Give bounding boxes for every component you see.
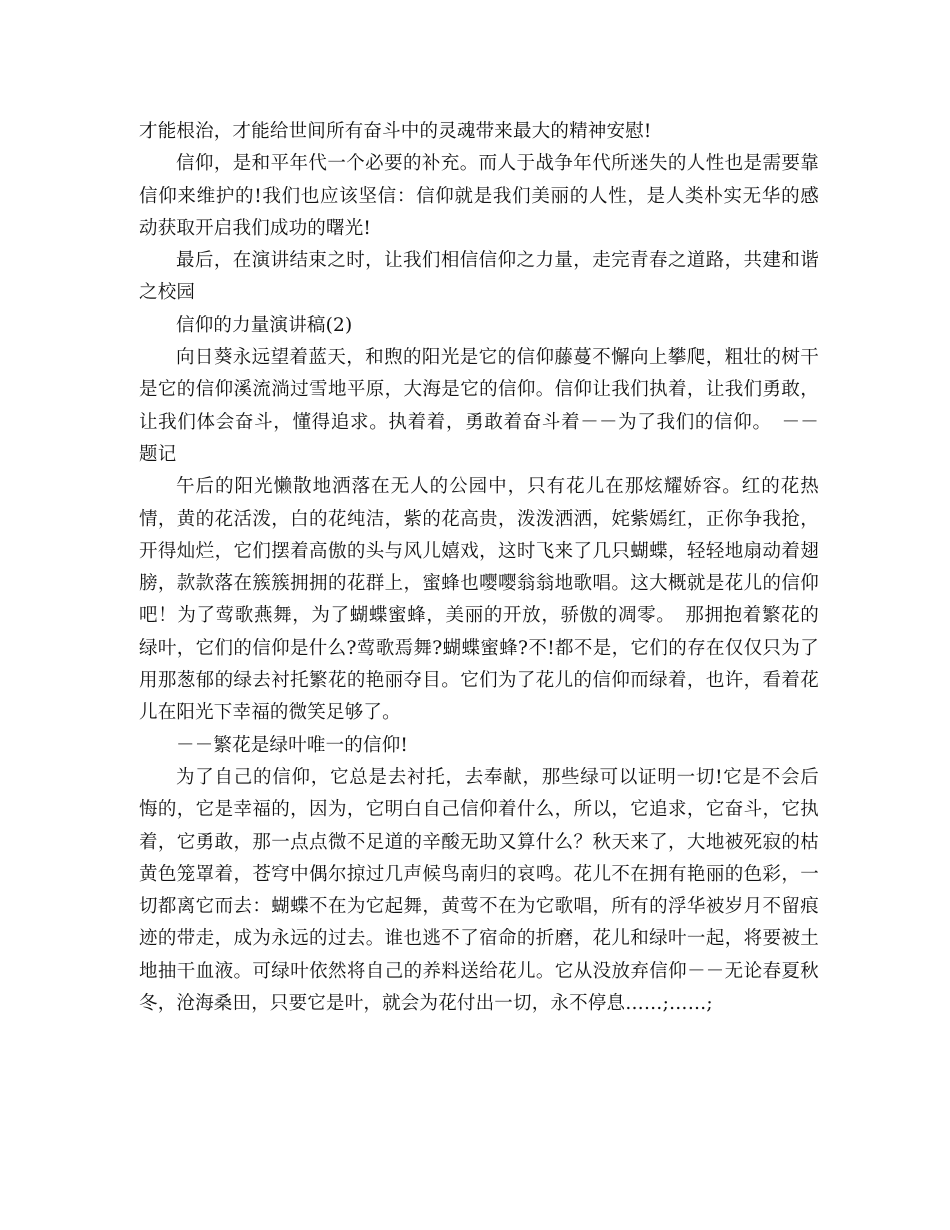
paragraph-conclusion: 最后，在演讲结束之时，让我们相信信仰之力量，走完青春之道路，共建和谐之校园 xyxy=(139,250,819,304)
paragraph-faith-peace: 信仰，是和平年代一个必要的补充。而人于战争年代所迷失的人性也是需要靠信仰来维护的!我们也应该坚信：信仰就是我们美丽的人性，是人类朴实无华的感动获取开启我们成功的曙光! xyxy=(139,153,819,239)
paragraph-flowers: 午后的阳光懒散地洒落在无人的公园中，只有花儿在那炫耀娇容。红的花热情，黄的花活泼，白的花纯洁，紫的花高贵，泼泼洒洒，姹紫嫣红，正你争我抢，开得灿烂，它们摆着高傲的头与风儿嬉戏，这时飞来了几只蝴蝶，轻轻地扇动着翅膀，款款落在簇簇拥拥的花群上，蜜蜂也嘤嘤翁翁地歌唱。这大概就是花儿的信仰吧！为了莺歌燕舞，为了蝴蝶蜜蜂，美丽的开放，骄傲的凋零。 那拥抱着繁花的绿叶，它们的信仰是什么?莺歌焉舞?蝴蝶蜜蜂?不!都不是，它们的存在仅仅只为了用那葱郁的绿去衬托繁花的艳丽夺目。它们为了花儿的信仰而绿着，也许，看着花儿在阳光下幸福的微笑足够了。 xyxy=(139,476,819,724)
document-body xyxy=(139,116,819,1020)
paragraph-devotion: 为了自己的信仰，它总是去衬托，去奉献，那些绿可以证明一切!它是不会后悔的，它是幸福的，因为，它明白自己信仰着什么，所以，它追求，它奋斗，它执着，它勇敢，那一点点微不足道的辛酸无助又算什么？秋天来了，大地被死寂的枯黄色笼罩着，苍穹中偶尔掠过几声候鸟南归的哀鸣。花儿不在拥有艳丽的色彩，一切都离它而去：蝴蝶不在为它起舞，黄莺不在为它歌唱，所有的浮华被岁月不留痕迹的带走，成为永远的过去。谁也逃不了宿命的折磨，花儿和绿叶一起，将要被土地抽干血液。可绿叶依然将自己的养料送给花儿。它从没放弃信仰－－无论春夏秋冬，沧海桑田，只要它是叶，就会为花付出一切，永不停息……;……; xyxy=(139,766,819,1015)
paragraph-continuation: 才能根治，才能给世间所有奋斗中的灵魂带来最大的精神安慰! xyxy=(139,121,652,142)
paragraph-epigraph: 向日葵永远望着蓝天，和煦的阳光是它的信仰藤蔓不懈向上攀爬，粗壮的树干是它的信仰溪流淌过雪地平原，大海是它的信仰。信仰让我们执着，让我们勇敢，让我们体会奋斗，懂得追求。执着着，勇敢着奋斗着－－为了我们的信仰。 －－题记 xyxy=(139,347,819,465)
speech-title: 信仰的力量演讲稿(2) xyxy=(176,314,353,336)
paragraph-green-leaves: －－繁花是绿叶唯一的信仰! xyxy=(176,734,409,756)
